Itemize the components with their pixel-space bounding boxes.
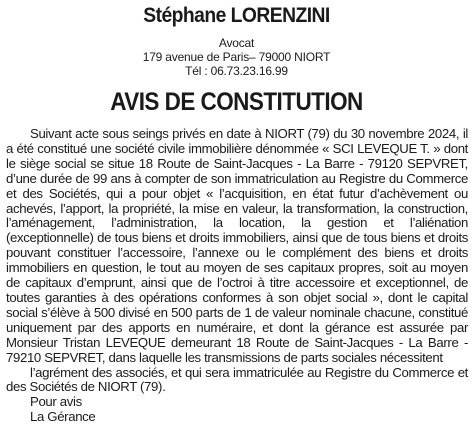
notice-header: [0, 4, 473, 116]
notice-paragraph-consent: l’agrément des associés, et qui sera immatriculée au Registre du Commerce et des Sociétés de NIORT (79).: [6, 364, 468, 395]
lawyer-name: Stéphane LORENZINI: [143, 4, 330, 27]
closing-for-notice: Pour avis: [30, 394, 82, 410]
lawyer-title: Avocat: [218, 36, 255, 50]
lawyer-phone: Tél : 06.73.23.16.99: [185, 64, 288, 78]
notice-body: [6, 127, 468, 425]
notice-paragraph-main: Suivant acte sous seings privés en date à NIORT (79) du 30 novembre 2024, il a été constitué une société civile immobilière dénommée « SCI LEVEQUE T. » dont le siège social se situe 18 Route de Saint-Jacques - La Barre - 79120 SEPVRET, d’une durée de 99 ans à compter de son immatriculation au Registre du Commerce et des Sociétés, qui a pour objet « l’acquisition, en état futur d’achèvement ou achevés, l’apport, la propriété, la mise en valeur, la transformation, la construction, l’aménagement, l’administration, la location, la gestion et l’aliénation (exceptionnelle) de tous biens et droits immobiliers, ainsi que de tous biens et droits pouvant constituer l’accessoire, l’annexe ou le complément des biens et droits immobiliers en question, le tout au moyen de ses capitaux propres, soit au moyen de capitaux d’emprunt, ainsi que de l’octroi à titre accessoire et exceptionnel, de toutes garanties à des opérations conformes à son objet social », dont le capital social s’élève à 500 divisé en 500 parts de 1 de valeur nominale chacune, constitué uniquement par des apports en numéraire, et dont la gérance est assurée par Monsieur Tristan LEVEQUE demeurant 18 Route de Saint-Jacques - La Barre - 79210 SEPVRET, dans laquelle les transmissions de parts sociales nécessitent: [6, 126, 468, 365]
notice-title: AVIS DE CONSTITUTION: [110, 88, 363, 116]
closing-signatory: La Gérance: [30, 409, 96, 425]
lawyer-address: 179 avenue de Paris– 79000 NIORT: [142, 50, 331, 64]
